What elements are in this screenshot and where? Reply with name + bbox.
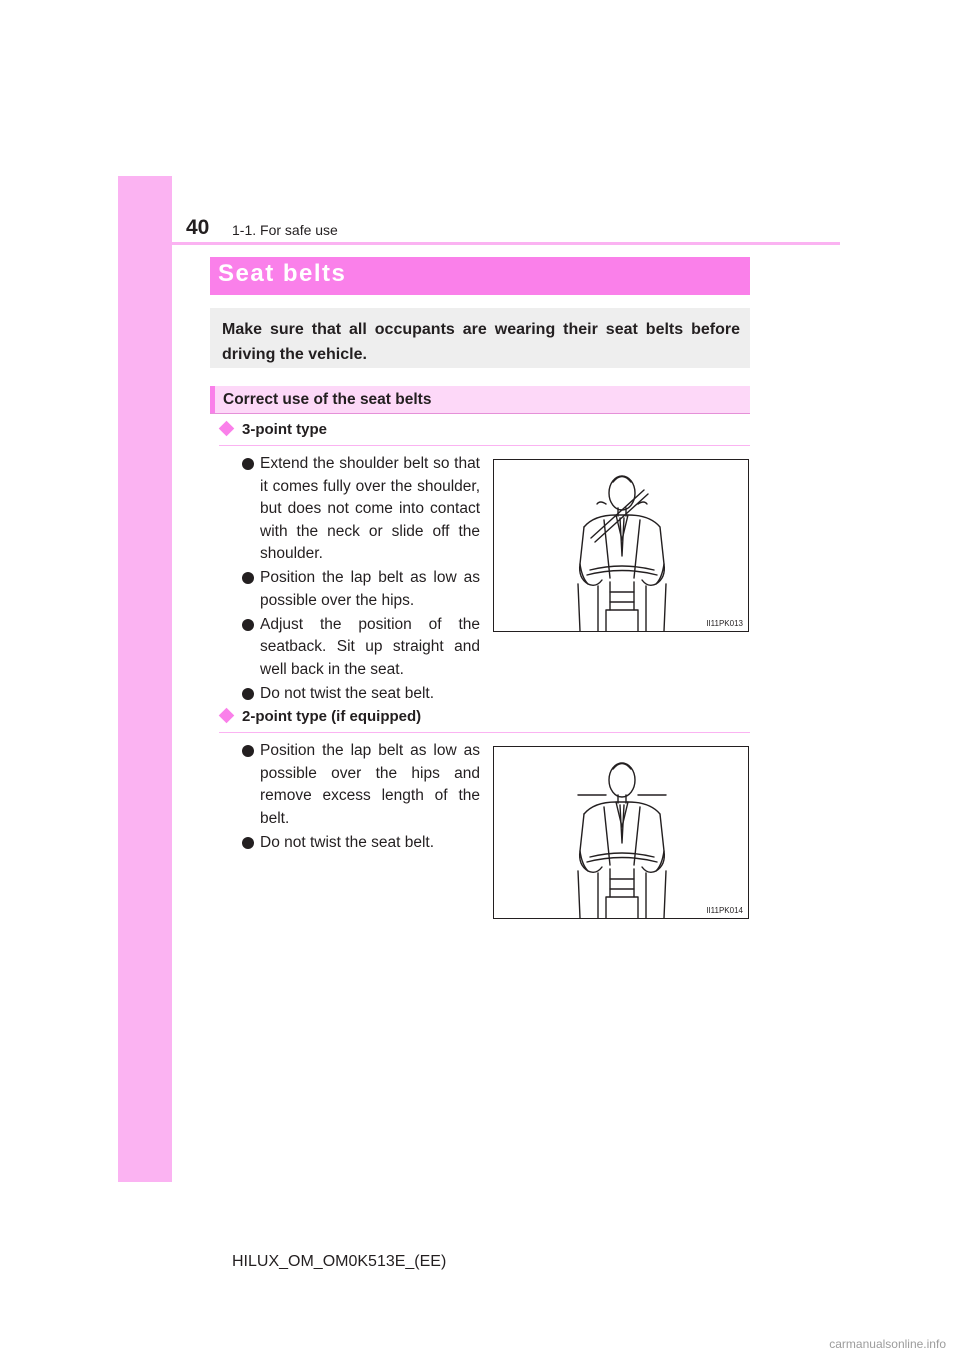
watermark[interactable]: carmanualsonline.info — [829, 1337, 946, 1351]
page-title: Seat belts — [218, 260, 347, 287]
bullet-list-2-point — [242, 740, 480, 856]
bullet-icon — [242, 837, 254, 849]
figure-code: II11PK013 — [706, 619, 743, 628]
bullet-icon — [242, 458, 254, 470]
figure-3-point-belt — [493, 459, 749, 632]
seated-person-3-point-illustration — [494, 460, 748, 631]
diamond-icon — [219, 708, 235, 724]
type-heading-label: 2-point type (if equipped) — [242, 708, 422, 725]
figure-2-point-belt — [493, 746, 749, 919]
subheading-text: Correct use of the seat belts — [223, 391, 432, 408]
page-number: 40 — [186, 216, 210, 239]
type-heading-3-point — [219, 421, 750, 446]
list-item: Do not twist the seat belt. — [242, 832, 480, 855]
figure-code: II11PK014 — [706, 906, 743, 915]
section-label: 1-1. For safe use — [232, 222, 338, 238]
bullet-icon — [242, 745, 254, 757]
list-item: Do not twist the seat belt. — [242, 683, 480, 706]
header-rule — [118, 242, 840, 245]
subheading-bar — [210, 386, 750, 414]
type-heading-2-point — [219, 708, 750, 733]
list-item: Position the lap belt as low as possible over the hips and remove excess length of the belt. — [242, 740, 480, 830]
intro-box — [210, 308, 750, 368]
list-item: Position the lap belt as low as possible over the hips. — [242, 567, 480, 612]
title-bar — [210, 257, 750, 295]
seated-person-2-point-illustration — [494, 747, 748, 918]
type-heading-label: 3-point type — [242, 421, 327, 438]
bullet-list-3-point — [242, 453, 480, 707]
bullet-icon — [242, 572, 254, 584]
subheading-accent — [210, 386, 215, 413]
list-item: Extend the shoulder belt so that it comes fully over the shoulder, but does not come into contact with the neck or slide off the shoulder. — [242, 453, 480, 566]
intro-text: Make sure that all occupants are wearing their seat belts before driving the vehicle. — [222, 321, 740, 363]
bullet-icon — [242, 688, 254, 700]
diamond-icon — [219, 421, 235, 437]
document-code-footer: HILUX_OM_OM0K513E_(EE) — [232, 1253, 447, 1270]
side-tab-strip — [118, 176, 172, 1182]
bullet-icon — [242, 619, 254, 631]
list-item: Adjust the position of the seatback. Sit up straight and well back in the seat. — [242, 614, 480, 682]
